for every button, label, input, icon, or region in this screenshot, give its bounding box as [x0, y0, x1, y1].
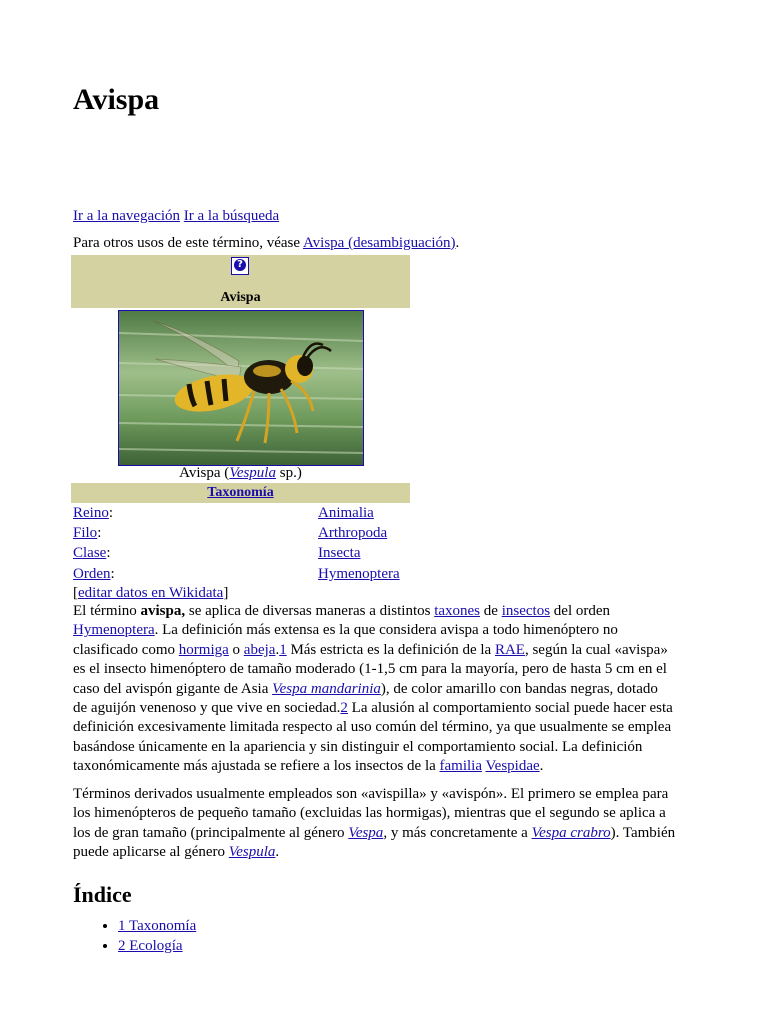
- toc-list: [73, 916, 196, 956]
- toc-heading: Índice: [73, 882, 132, 907]
- value-link[interactable]: Insecta: [318, 545, 361, 561]
- value-link[interactable]: Animalia: [318, 505, 374, 521]
- link-rae[interactable]: RAE: [494, 641, 525, 658]
- wasp-photo[interactable]: [118, 310, 364, 466]
- rank-link[interactable]: Filo: [73, 525, 98, 541]
- image-caption: [71, 464, 410, 482]
- link-vespidae[interactable]: Vespidae: [485, 758, 540, 775]
- link-insectos[interactable]: insectos: [501, 603, 551, 619]
- link-hormiga[interactable]: hormiga: [178, 641, 229, 658]
- link-vespa-mandarinia[interactable]: Vespa mandarinia: [272, 680, 381, 697]
- taxonomy-row-filo: Filo: Arthropoda: [73, 525, 388, 541]
- toc-item: [118, 916, 196, 936]
- disambiguation-link[interactable]: Avispa (desambiguación): [302, 235, 456, 251]
- taxonomy-header: [71, 483, 410, 503]
- hatnote: [73, 234, 459, 252]
- page-title: Avispa: [73, 83, 160, 116]
- rank-link[interactable]: Orden: [73, 566, 111, 582]
- intro-paragraph: El término avispa, se aplica de diversas maneras a distintos taxones de insectos del orden Hymenoptera. La definición más extensa es la que considera avispa a todo himenóptero no clasificado como hormiga o abeja.1 Más estricta es la definición de la RAE, según la cual «avispa» es el insecto himenóptero de tamaño moderado (1-1,5 cm para la mayoría, pero de hasta 5 cm en el caso del avispón gigante de Asia Vespa mandarinia), de color amarillo con bandas negras, dotado de aguijón venenoso y que vive en sociedad.2 La alusión al comportamiento social puede hacer esta definición excesivamente limitada respecto al uso común del término, ya que usualmente se emplea basándose únicamente en la apariencia y sin distinguir el comportamiento social. La definición taxonómicamente más ajustada se refiere a los insectos de la familia Vespidae.: [73, 603, 673, 775]
- rank-link[interactable]: Reino: [73, 505, 109, 521]
- taxonomy-row-orden: Orden: Hymenoptera: [73, 566, 400, 582]
- value-link[interactable]: Hymenoptera: [318, 566, 400, 582]
- caption-text: sp.): [275, 465, 302, 481]
- toc-item: [118, 936, 196, 956]
- link-vespa-crabro[interactable]: Vespa crabro: [531, 824, 611, 841]
- link-abeja[interactable]: abeja: [243, 641, 276, 658]
- infobox-title: Avispa: [220, 290, 261, 305]
- goto-navigation-link[interactable]: Ir a la navegación: [73, 208, 181, 224]
- skip-links: [73, 207, 279, 225]
- taxonomy-link[interactable]: Taxonomía: [207, 485, 274, 500]
- link-vespa[interactable]: Vespa: [348, 824, 384, 841]
- taxonomy-row-reino: Reino: Animalia: [73, 505, 374, 521]
- value-link[interactable]: Arthropoda: [318, 525, 388, 541]
- link-taxones[interactable]: taxones: [434, 603, 481, 619]
- rank-link[interactable]: Clase: [73, 545, 107, 561]
- reference-2[interactable]: 2: [340, 700, 348, 717]
- link-hymenoptera[interactable]: Hymenoptera: [73, 622, 155, 639]
- caption-text: Avispa (: [179, 465, 230, 481]
- link-familia[interactable]: familia: [439, 758, 483, 775]
- derived-terms-paragraph: Términos derivados usualmente empleados son «avispilla» y «avispón». El primero se emplea para los himenópteros de pequeño tamaño (excluidas las hormigas), mientras que el segundo se aplica a los de gran tamaño (principalmente al género Vespa, y más concretamente a Vespa crabro). También puede aplicarse al género Vespula.: [73, 786, 676, 861]
- wikidata-edit-link[interactable]: editar datos en Wikidata: [78, 585, 224, 601]
- help-icon[interactable]: ?: [231, 257, 249, 275]
- reference-1[interactable]: 1: [279, 641, 287, 658]
- goto-search-link[interactable]: Ir a la búsqueda: [183, 208, 280, 224]
- hatnote-text: Para otros usos de este término, véase: [73, 235, 303, 251]
- toc-link-taxonomia[interactable]: 1 Taxonomía: [118, 918, 197, 934]
- wikidata-edit: [editar datos en Wikidata]: [73, 585, 229, 601]
- link-vespula[interactable]: Vespula: [228, 844, 276, 861]
- toc-link-ecologia[interactable]: 2 Ecología: [118, 938, 183, 954]
- taxonomy-row-clase: Clase: Insecta: [73, 545, 361, 561]
- caption-genus-link[interactable]: Vespula: [229, 465, 276, 481]
- hatnote-text: .: [455, 235, 460, 251]
- infobox-header: [71, 255, 410, 308]
